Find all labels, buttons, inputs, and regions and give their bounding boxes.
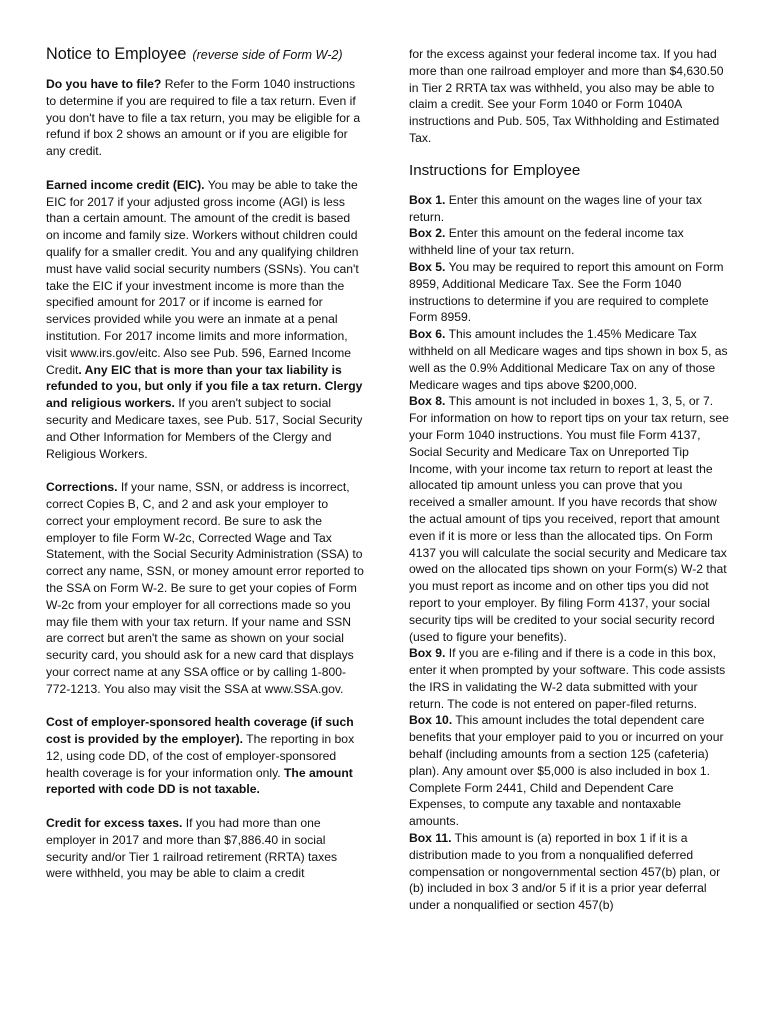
box-text: You may be required to report this amount on Form 8959, Additional Medicare Tax. See the Form 1040 instructions to determine if you are required to complete Form 8959. (409, 259, 724, 325)
body-eic-2: If you aren't subject to social security and Medicare taxes, see Pub. 517, Social Security and Other Information for Members of the Clergy and Religious Workers. (46, 396, 363, 461)
box-8-instruction (409, 393, 729, 645)
left-column (46, 44, 364, 899)
heading-eic: Earned income credit (EIC). (46, 177, 205, 192)
box-2-instruction (409, 225, 729, 259)
instructions-heading: Instructions for Employee (409, 161, 581, 179)
right-column (409, 46, 729, 914)
heading-corrections: Corrections. (46, 480, 118, 495)
box-label: Box 1. (409, 192, 446, 207)
body-health-coverage: The reporting in box 12, using code DD, of the cost of employer-sponsored health coverage is for your information only. (46, 732, 355, 780)
box-label: Box 8. (409, 394, 446, 409)
body-eic-1: You may be able to take the EIC for 2017 if your adjusted gross income (AGI) is less than a certain amount. The amount of the credit is based on income and family size. Workers without children could qualify for a smaller credit. You and any qualifying children must have valid social security numbers (SSNs). You can't take the EIC if your investment income is more than the specified amount for 2017 or if income is earned for services provided while you were an inmate at a penal institution. For 2017 income limits and more information, visit www.irs.gov/eitc. Also see Pub. 596, Earned Income Credit (46, 177, 359, 377)
body-excess-taxes: If you had more than one employer in 2017 and more than $7,886.40 in social security and/or Tier 1 railroad retirement (RRTA) taxes were withheld, you may be able to claim a credit (46, 816, 338, 881)
box-label: Box 10. (409, 713, 453, 728)
heading-do-you-have-to-file: Do you have to file? (46, 77, 162, 91)
box-label: Box 11. (409, 831, 452, 846)
section-do-you-have-to-file (46, 76, 364, 160)
excess-taxes-continued: for the excess against your federal income tax. If you had more than one railroad employer and more than $4,630.50 in Tier 2 RRTA tax was withheld, you also may be able to claim a credit. See your Form 1040 or Form 1040A instructions and Pub. 505, Tax Withholding and Estimated Tax. (409, 47, 724, 145)
box-text: This amount includes the 1.45% Medicare Tax withheld on all Medicare wages and tips shown in box 5, as well as the 0.9% Additional Medicare Tax on any of those Medicare wages and tips above $200,000. (409, 327, 728, 392)
box-label: Box 9. (409, 646, 446, 661)
heading-health-coverage: Cost of employer-sponsored health coverage (if such cost is provided by the employer). (46, 715, 354, 747)
box-text: This amount is not included in boxes 1, 3, 5, or 7. For information on how to report tips on your tax return, see your Form 1040 instructions. You must file Form 4137, Social Security and Medicare Tax on Unreported Tip Income, with your income tax return to report at least the allocated tip amount unless you can prove that you received a smaller amount. If you have records that show the actual amount of tips you received, report that amount even if it is more or less than the allocated tips. On Form 4137 you will calculate the social security and Medicare tax owed on the allocated tips shown on your Form(s) W-2 that you must report as income and on other tips you did not report to your employer. By filing Form 4137, your social security tips will be credited to your social security record (used to figure your benefits). (409, 394, 729, 644)
box-6-instruction (409, 326, 729, 393)
box-10-instruction (409, 712, 729, 830)
title-subtitle: (reverse side of Form W-2) (192, 48, 343, 62)
body-do-you-have-to-file: Refer to the Form 1040 instructions to determine if you are required to file a tax return. Even if you don't have to file a tax return, you may be eligible for a refund if box 2 shows an amount or if you are eligible for any credit. (46, 77, 361, 159)
box-1-instruction (409, 192, 729, 226)
box-text: Enter this amount on the federal income tax withheld line of your tax return. (409, 226, 684, 258)
box-label: Box 2. (409, 226, 446, 241)
heading-excess-taxes: Credit for excess taxes. (46, 816, 183, 831)
section-health-coverage (46, 714, 364, 798)
box-label: Box 6. (409, 327, 446, 342)
box-11-instruction (409, 830, 729, 914)
box-9-instruction (409, 645, 729, 712)
section-corrections (46, 479, 364, 697)
page-title (46, 44, 364, 65)
section-eic (46, 177, 364, 463)
title-text: Notice to Employee (46, 45, 187, 63)
body-corrections: If your name, SSN, or address is incorrect, correct Copies B, C, and 2 and ask your employer to correct your employment record. Be sure to ask the employer to file Form W-2c, Corrected Wage and Tax Statement, with the Social Security Administration (SSA) to correct any name, SSN, or money amount error reported to the SSA on Form W-2. Be sure to get your copies of Form W-2c from your employer for all corrections made so you may file them with your tax return. If your name and SSN are correct but aren't the same as shown on your social security card, you should ask for a new card that displays your correct name at any SSA office or by calling 1-800-772-1213. You also may visit the SSA at www.SSA.gov. (46, 480, 364, 696)
box-text: This amount includes the total dependent care benefits that your employer paid to you or incurred on your behalf (including amounts from a section 125 (cafeteria) plan). Any amount over $5,000 is also included in box 1. Complete Form 2441, Child and Dependent Care Expenses, to compute any taxable and nontaxable amounts. (409, 713, 724, 829)
box-text: Enter this amount on the wages line of your tax return. (409, 192, 702, 224)
box-5-instruction (409, 259, 729, 326)
box-label: Box 5. (409, 259, 446, 274)
body-health-coverage-bold: The amount reported with code DD is not taxable. (46, 765, 353, 797)
section-excess-taxes (46, 815, 364, 882)
box-text: This amount is (a) reported in box 1 if it is a distribution made to you from a nonqualified deferred compensation or nongovernmental section 457(b) plan, or (b) included in box 3 and/or 5 if it is a prior year deferral under a nonqualified or section 457(b) (409, 831, 721, 913)
box-text: If you are e-filing and if there is a code in this box, enter it when prompted by your software. This code assists the IRS in validating the W-2 data submitted with your return. The code is not entered on paper-filed returns. (409, 646, 726, 711)
body-eic-bold: . Any EIC that is more than your tax liability is refunded to you, but only if you file a tax return. Clergy and religious workers. (46, 362, 363, 411)
